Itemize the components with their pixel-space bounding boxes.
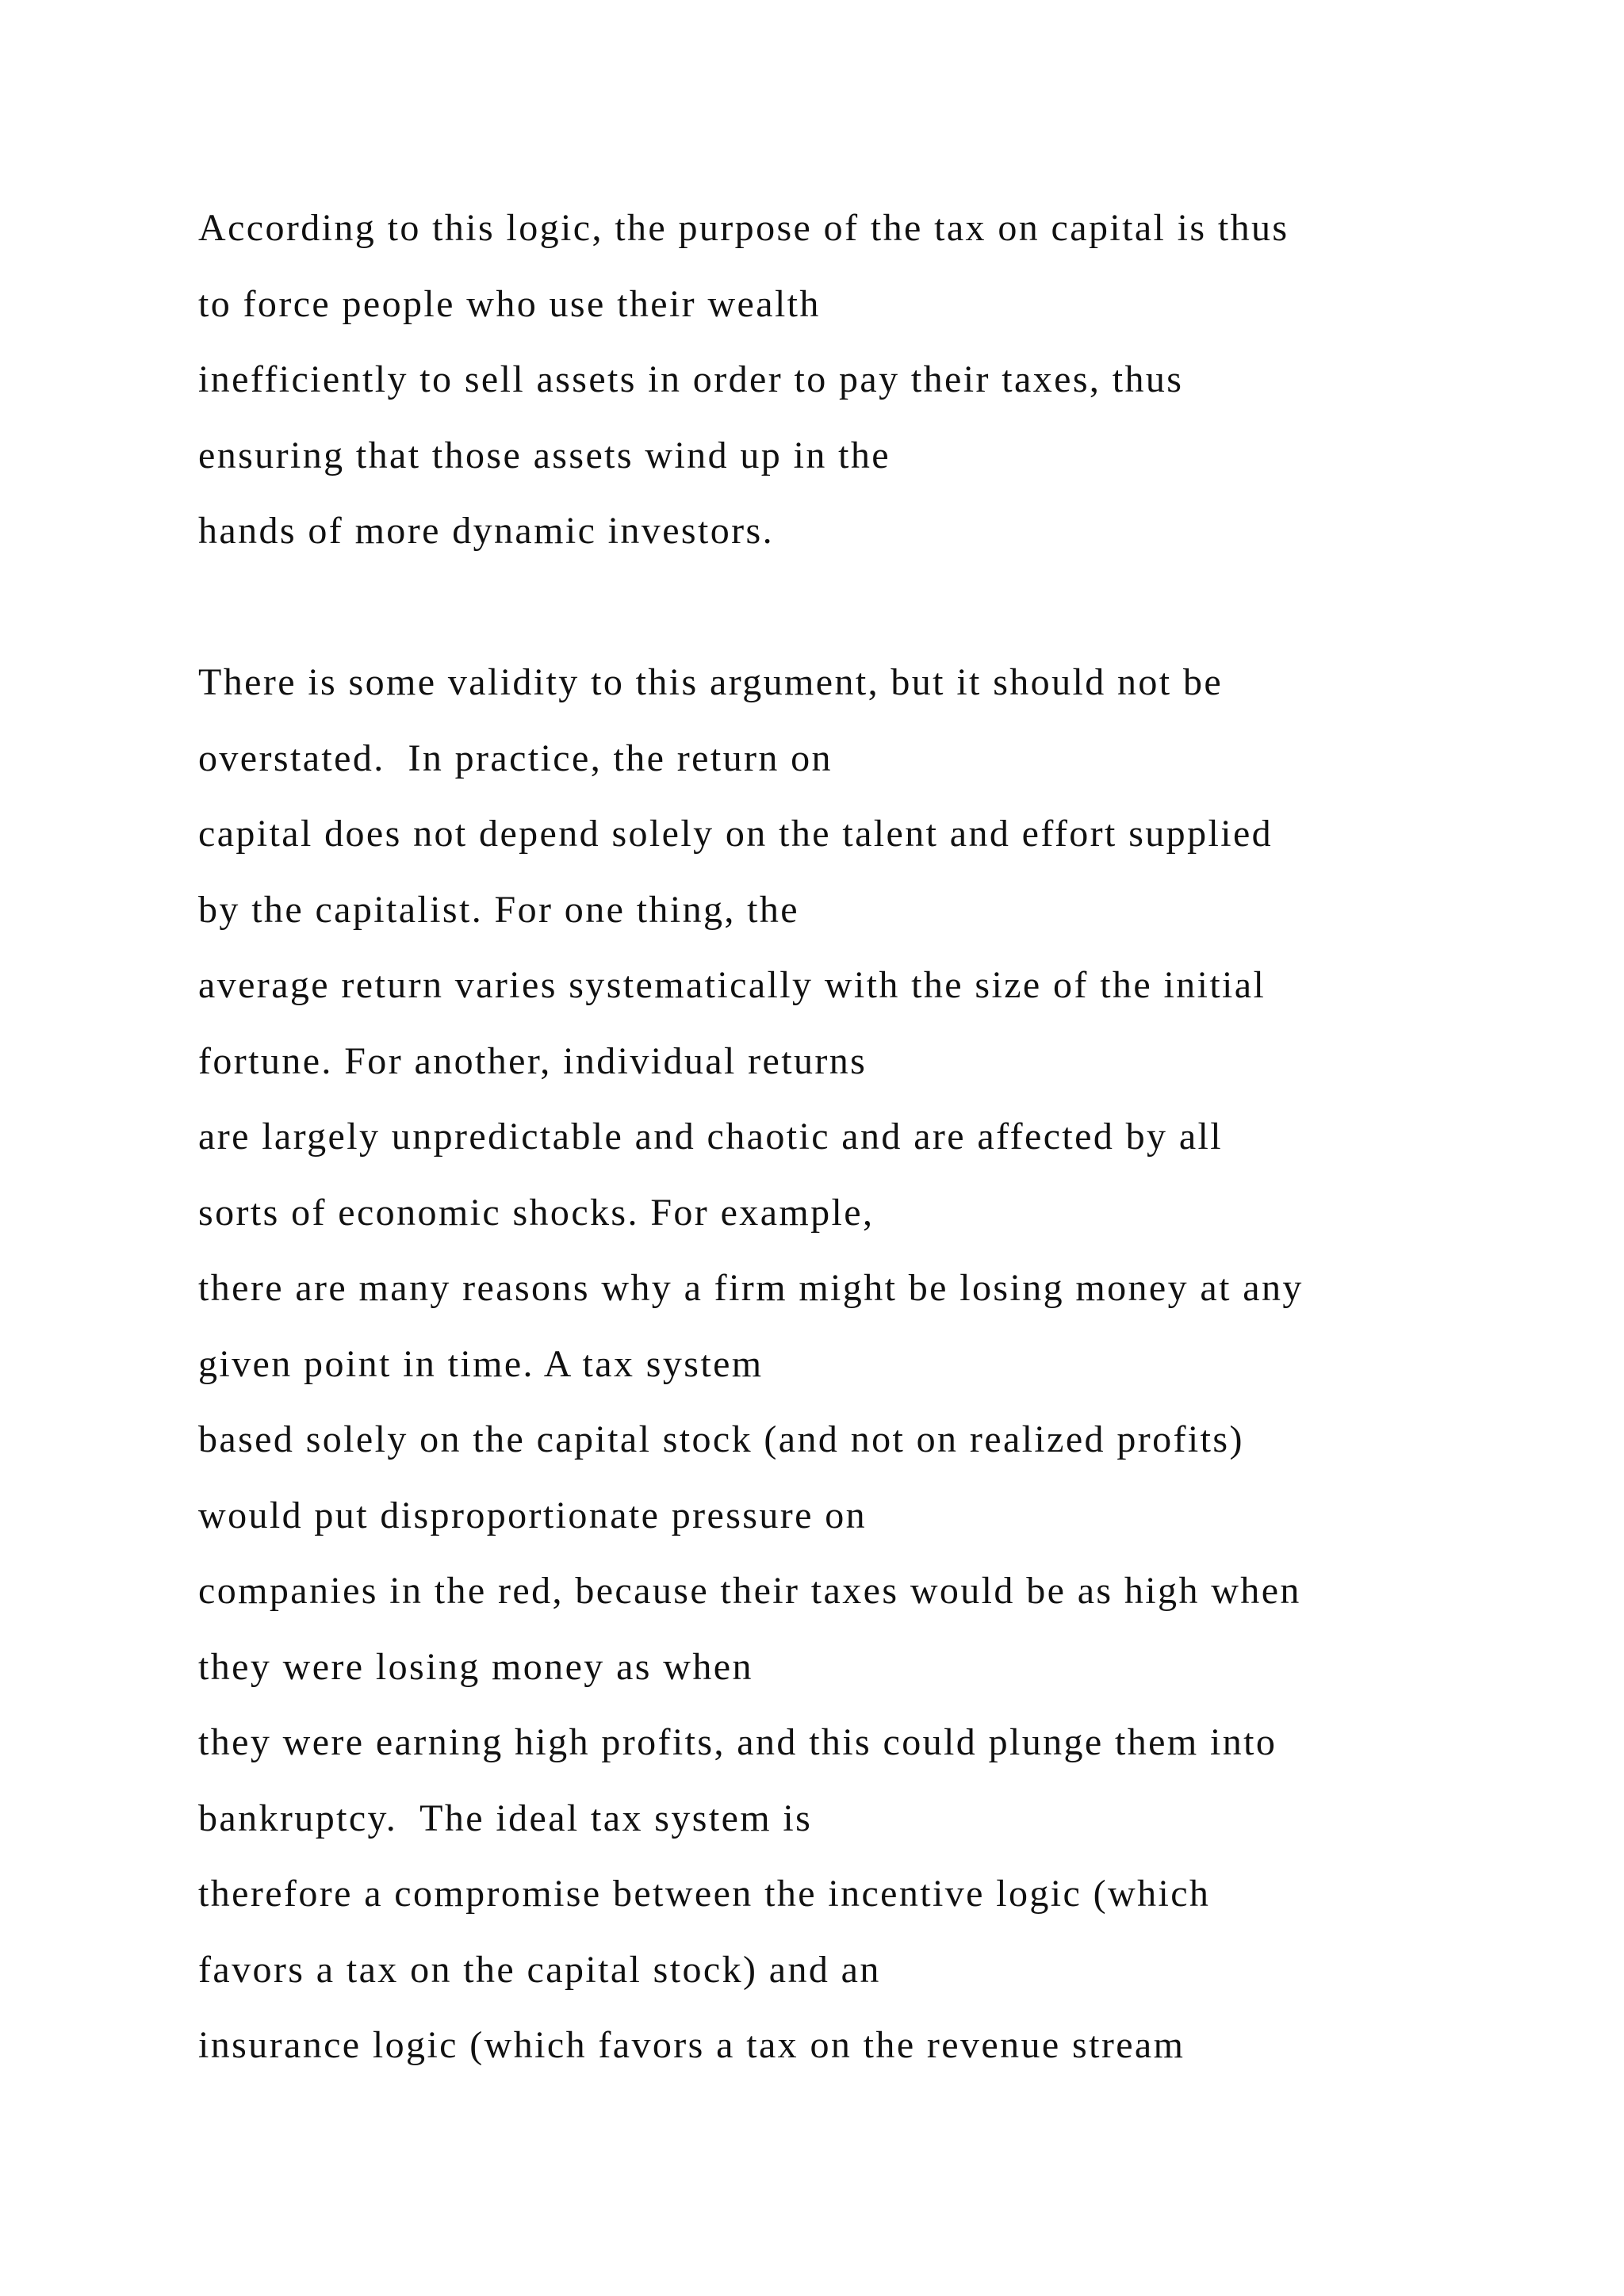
paragraph-1 — [198, 190, 1578, 569]
text-line: companies in the red, because their taxes would be as high when — [198, 1570, 1301, 1612]
text-line: overstated. In practice, the return on — [198, 737, 833, 779]
body-text — [198, 190, 1578, 2084]
text-line: hands of more dynamic investors. — [198, 510, 774, 552]
text-line: insurance logic (which favors a tax on the revenue stream — [198, 2024, 1185, 2066]
text-line: bankruptcy. The ideal tax system is — [198, 1797, 813, 1839]
text-line: average return varies systematically with the size of the initial — [198, 964, 1266, 1006]
text-line: to force people who use their wealth — [198, 282, 821, 325]
text-line: There is some validity to this argument, but it should not be — [198, 661, 1224, 703]
text-line: given point in time. A tax system — [198, 1342, 764, 1385]
text-line: inefficiently to sell assets in order to pay their taxes, thus — [198, 358, 1184, 400]
text-line: capital does not depend solely on the talent and effort supplied — [198, 813, 1274, 855]
paragraph-spacer — [198, 569, 1578, 645]
text-line: ensuring that those assets wind up in the — [198, 434, 891, 476]
text-line: they were earning high profits, and this could plunge them into — [198, 1721, 1277, 1763]
text-line: would put disproportionate pressure on — [198, 1494, 868, 1536]
text-line: there are many reasons why a firm might be losing money at any — [198, 1267, 1304, 1309]
text-line: According to this logic, the purpose of the tax on capital is thus — [198, 207, 1289, 249]
text-line: fortune. For another, individual returns — [198, 1039, 868, 1082]
text-line: sorts of economic shocks. For example, — [198, 1191, 875, 1234]
text-line: by the capitalist. For one thing, the — [198, 888, 800, 931]
text-line: therefore a compromise between the incentive logic (which — [198, 1873, 1211, 1915]
text-line: favors a tax on the capital stock) and an — [198, 1948, 881, 1991]
text-line: are largely unpredictable and chaotic and are affected by all — [198, 1115, 1224, 1158]
text-line: based solely on the capital stock (and not on realized profits) — [198, 1418, 1244, 1460]
text-line: they were losing money as when — [198, 1645, 753, 1688]
paragraph-2 — [198, 645, 1578, 2084]
